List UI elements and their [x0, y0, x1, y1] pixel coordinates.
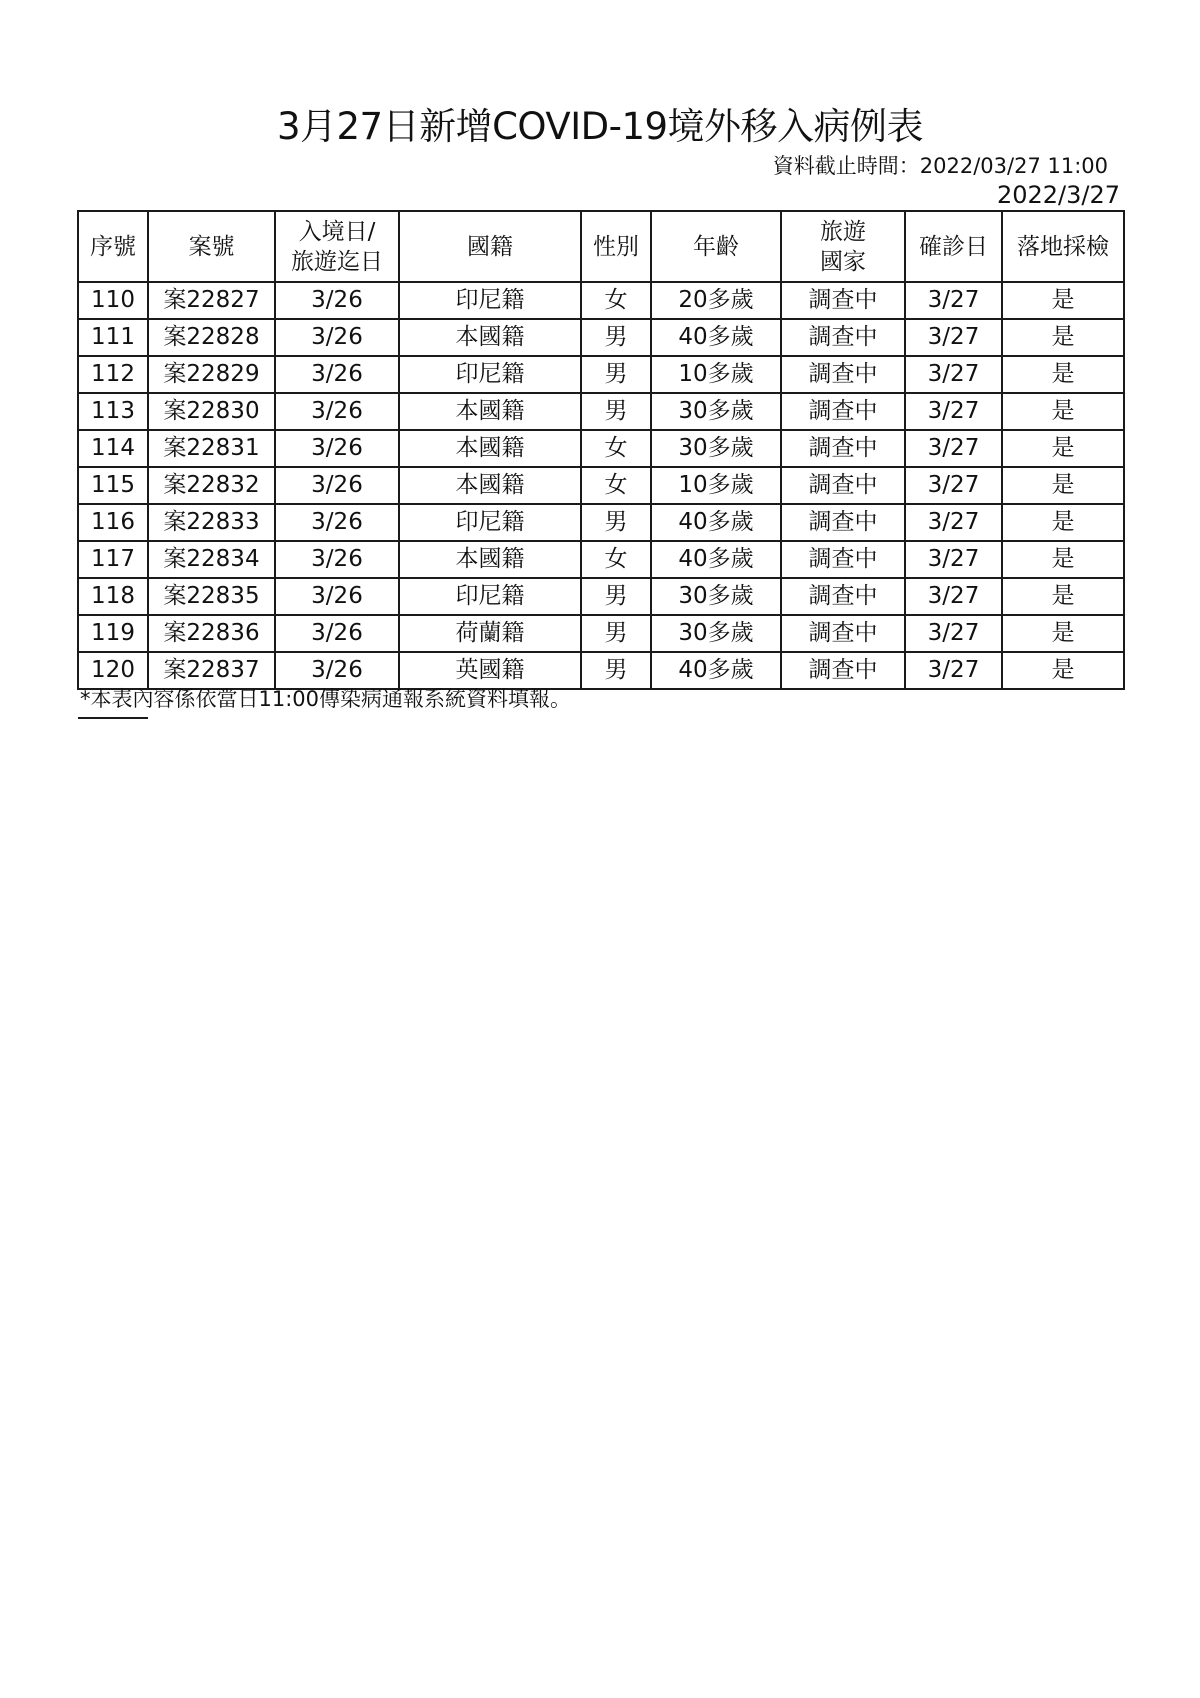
nationality-cell: 本國籍 [399, 541, 581, 578]
diagnosis-date-cell: 3/27 [905, 652, 1002, 689]
diagnosis-date-cell: 3/27 [905, 467, 1002, 504]
arrival-test-cell: 是 [1002, 393, 1124, 430]
nationality-cell: 印尼籍 [399, 504, 581, 541]
age-cell: 30多歲 [651, 615, 781, 652]
table-header-row [78, 211, 1124, 282]
age-cell: 30多歲 [651, 578, 781, 615]
arrival-test-cell: 是 [1002, 430, 1124, 467]
travel-country-cell: 調查中 [781, 393, 905, 430]
serial-number-cell: 117 [78, 541, 148, 578]
entry-date-cell: 3/26 [275, 319, 399, 356]
age-cell: 30多歲 [651, 430, 781, 467]
table-row [78, 467, 1124, 504]
table-row [78, 615, 1124, 652]
serial-number-cell: 113 [78, 393, 148, 430]
gender-cell: 女 [581, 430, 651, 467]
case-number-cell: 案22828 [148, 319, 275, 356]
header-line: 入境日/ [298, 218, 376, 245]
table-row [78, 430, 1124, 467]
entry-date-cell: 3/26 [275, 504, 399, 541]
serial-number-cell: 112 [78, 356, 148, 393]
cases-table [77, 210, 1125, 690]
header-nationality [399, 211, 581, 282]
case-number-cell: 案22830 [148, 393, 275, 430]
header-entry-date [275, 211, 399, 282]
table-body [78, 282, 1124, 689]
travel-country-cell: 調查中 [781, 652, 905, 689]
travel-country-cell: 調查中 [781, 504, 905, 541]
age-cell: 40多歲 [651, 504, 781, 541]
entry-date-cell: 3/26 [275, 467, 399, 504]
gender-cell: 男 [581, 393, 651, 430]
case-number-cell: 案22831 [148, 430, 275, 467]
diagnosis-date-cell: 3/27 [905, 430, 1002, 467]
age-cell: 40多歲 [651, 319, 781, 356]
arrival-test-cell: 是 [1002, 652, 1124, 689]
case-number-cell: 案22829 [148, 356, 275, 393]
diagnosis-date-cell: 3/27 [905, 541, 1002, 578]
diagnosis-date-cell: 3/27 [905, 615, 1002, 652]
table-row [78, 541, 1124, 578]
case-number-cell: 案22832 [148, 467, 275, 504]
page-title: 3月27日新增COVID-19境外移入病例表 [276, 105, 924, 148]
serial-number-cell: 116 [78, 504, 148, 541]
entry-date-cell: 3/26 [275, 578, 399, 615]
footnote-divider [78, 717, 148, 719]
age-cell: 40多歲 [651, 541, 781, 578]
age-cell: 40多歲 [651, 652, 781, 689]
case-number-cell: 案22827 [148, 282, 275, 319]
age-cell: 20多歲 [651, 282, 781, 319]
diagnosis-date-cell: 3/27 [905, 504, 1002, 541]
arrival-test-cell: 是 [1002, 467, 1124, 504]
serial-number-cell: 110 [78, 282, 148, 319]
entry-date-cell: 3/26 [275, 615, 399, 652]
nationality-cell: 印尼籍 [399, 578, 581, 615]
arrival-test-cell: 是 [1002, 356, 1124, 393]
gender-cell: 男 [581, 319, 651, 356]
header-diagnosis-date [905, 211, 1002, 282]
gender-cell: 男 [581, 504, 651, 541]
entry-date-cell: 3/26 [275, 393, 399, 430]
diagnosis-date-cell: 3/27 [905, 393, 1002, 430]
header-line: 序號 [90, 233, 136, 260]
travel-country-cell: 調查中 [781, 319, 905, 356]
diagnosis-date-cell: 3/27 [905, 282, 1002, 319]
nationality-cell: 印尼籍 [399, 282, 581, 319]
nationality-cell: 本國籍 [399, 393, 581, 430]
entry-date-cell: 3/26 [275, 356, 399, 393]
header-line: 國家 [820, 248, 866, 275]
case-number-cell: 案22836 [148, 615, 275, 652]
case-number-cell: 案22837 [148, 652, 275, 689]
diagnosis-date-cell: 3/27 [905, 319, 1002, 356]
arrival-test-cell: 是 [1002, 282, 1124, 319]
header-serial-number [78, 211, 148, 282]
nationality-cell: 本國籍 [399, 430, 581, 467]
gender-cell: 男 [581, 652, 651, 689]
table-row [78, 356, 1124, 393]
case-number-cell: 案22833 [148, 504, 275, 541]
header-line: 確診日 [919, 233, 988, 260]
travel-country-cell: 調查中 [781, 578, 905, 615]
age-cell: 30多歲 [651, 393, 781, 430]
arrival-test-cell: 是 [1002, 615, 1124, 652]
nationality-cell: 英國籍 [399, 652, 581, 689]
header-line: 案號 [188, 233, 235, 260]
header-line: 旅遊 [820, 218, 866, 245]
header-line: 旅遊迄日 [291, 248, 383, 275]
case-number-cell: 案22834 [148, 541, 275, 578]
age-cell: 10多歲 [651, 467, 781, 504]
arrival-test-cell: 是 [1002, 319, 1124, 356]
table-row [78, 393, 1124, 430]
footnote: *本表內容係依當日11:00傳染病通報系統資料填報。 [80, 687, 572, 711]
header-age [651, 211, 781, 282]
serial-number-cell: 119 [78, 615, 148, 652]
header-line: 落地採檢 [1017, 233, 1109, 260]
nationality-cell: 印尼籍 [399, 356, 581, 393]
case-number-cell: 案22835 [148, 578, 275, 615]
entry-date-cell: 3/26 [275, 541, 399, 578]
age-cell: 10多歲 [651, 356, 781, 393]
data-cutoff-time: 資料截止時間：2022/03/27 11:00 [772, 154, 1108, 178]
table-row [78, 282, 1124, 319]
gender-cell: 男 [581, 356, 651, 393]
entry-date-cell: 3/26 [275, 430, 399, 467]
serial-number-cell: 115 [78, 467, 148, 504]
header-line: 年齡 [693, 233, 739, 260]
table-row [78, 319, 1124, 356]
diagnosis-date-cell: 3/27 [905, 356, 1002, 393]
gender-cell: 男 [581, 615, 651, 652]
gender-cell: 女 [581, 467, 651, 504]
entry-date-cell: 3/26 [275, 282, 399, 319]
travel-country-cell: 調查中 [781, 356, 905, 393]
travel-country-cell: 調查中 [781, 467, 905, 504]
arrival-test-cell: 是 [1002, 541, 1124, 578]
header-gender [581, 211, 651, 282]
header-line: 性別 [593, 233, 639, 260]
header-arrival-test [1002, 211, 1124, 282]
serial-number-cell: 114 [78, 430, 148, 467]
serial-number-cell: 111 [78, 319, 148, 356]
travel-country-cell: 調查中 [781, 615, 905, 652]
nationality-cell: 本國籍 [399, 319, 581, 356]
header-case-number [148, 211, 275, 282]
serial-number-cell: 120 [78, 652, 148, 689]
nationality-cell: 荷蘭籍 [399, 615, 581, 652]
entry-date-cell: 3/26 [275, 652, 399, 689]
report-date: 2022/3/27 [996, 181, 1120, 209]
diagnosis-date-cell: 3/27 [905, 578, 1002, 615]
table-row [78, 504, 1124, 541]
nationality-cell: 本國籍 [399, 467, 581, 504]
arrival-test-cell: 是 [1002, 504, 1124, 541]
serial-number-cell: 118 [78, 578, 148, 615]
table-row [78, 578, 1124, 615]
travel-country-cell: 調查中 [781, 541, 905, 578]
travel-country-cell: 調查中 [781, 282, 905, 319]
arrival-test-cell: 是 [1002, 578, 1124, 615]
gender-cell: 男 [581, 578, 651, 615]
travel-country-cell: 調查中 [781, 430, 905, 467]
header-line: 國籍 [467, 233, 513, 260]
header-travel-country [781, 211, 905, 282]
gender-cell: 女 [581, 541, 651, 578]
gender-cell: 女 [581, 282, 651, 319]
